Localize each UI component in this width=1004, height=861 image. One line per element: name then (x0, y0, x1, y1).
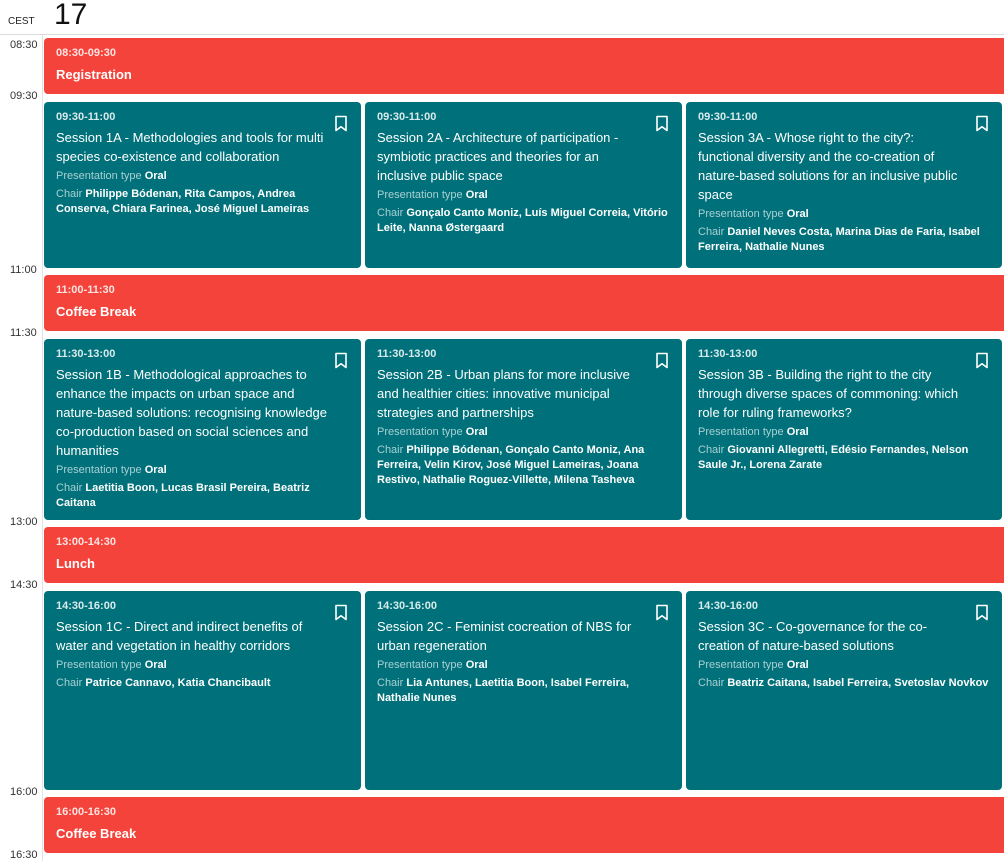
session-title: Session 1C - Direct and indirect benefits of water and vegetation in healthy corridors (56, 619, 303, 653)
chair-names: Lia Antunes, Laetitia Boon, Isabel Ferreira, Nathalie Nunes (377, 677, 630, 704)
session-chair (698, 443, 990, 473)
presentation-type-label: Presentation type (698, 659, 784, 671)
session-chair (698, 676, 990, 691)
presentation-type-label: Presentation type (56, 170, 142, 182)
session-title: Session 3A - Whose right to the city?: functional diversity and the co-creation of nature-based solutions for an inclusive public space (698, 130, 958, 202)
presentation-type-label: Presentation type (698, 426, 784, 438)
event-time: 13:00-14:30 (56, 536, 116, 548)
presentation-type (698, 207, 990, 222)
chair-names: Patrice Cannavo, Katia Chancibault (85, 677, 271, 689)
presentation-type-value: Oral (465, 426, 488, 438)
event-coffee-break[interactable] (44, 797, 1004, 853)
session-time: 11:30-13:00 (698, 348, 758, 360)
presentation-type-value: Oral (144, 464, 167, 476)
bookmark-icon[interactable] (334, 604, 348, 621)
chair-label: Chair (56, 482, 83, 494)
presentation-type-value: Oral (465, 659, 488, 671)
chair-names: Daniel Neves Costa, Marina Dias de Faria, Isabel Ferreira, Nathalie Nunes (698, 226, 980, 253)
event-title: Coffee Break (56, 304, 137, 319)
day-number: 17 (54, 0, 88, 31)
bookmark-icon[interactable] (334, 115, 348, 132)
event-lunch[interactable] (44, 527, 1004, 583)
presentation-type-value: Oral (465, 189, 488, 201)
presentation-type-value: Oral (144, 170, 167, 182)
chair-label: Chair (698, 444, 725, 456)
session-title: Session 1B - Methodological approaches to enhance the impacts on urban space and nature-based solutions: recognising knowledge co-production based on social sciences and humanities (56, 367, 328, 458)
session-time: 09:30-11:00 (56, 111, 116, 123)
session-chair (56, 187, 349, 217)
presentation-type-label: Presentation type (377, 426, 463, 438)
bookmark-icon[interactable] (975, 115, 989, 132)
presentation-type-value: Oral (144, 659, 167, 671)
session-card-2c[interactable] (365, 591, 682, 790)
presentation-type-label: Presentation type (698, 208, 784, 220)
session-title: Session 2B - Urban plans for more inclusive and healthier cities: innovative municipal strategies and partnerships (377, 367, 630, 420)
chair-names: Gonçalo Canto Moniz, Luís Miguel Correia, Vitório Leite, Nanna Østergaard (377, 207, 668, 234)
session-chair (56, 481, 349, 511)
session-card-3c[interactable] (686, 591, 1002, 790)
chair-label: Chair (377, 677, 404, 689)
time-label: 13:00 (10, 516, 38, 528)
presentation-type (56, 463, 349, 478)
calendar-header (0, 0, 1004, 35)
session-time: 14:30-16:00 (377, 600, 437, 612)
chair-names: Giovanni Allegretti, Edésio Fernandes, Nelson Saule Jr., Lorena Zarate (698, 444, 969, 471)
bookmark-icon[interactable] (975, 352, 989, 369)
event-title: Registration (56, 67, 132, 82)
chair-names: Laetitia Boon, Lucas Brasil Pereira, Beatriz Caitana (56, 482, 310, 509)
bookmark-icon[interactable] (655, 604, 669, 621)
presentation-type-value: Oral (786, 208, 809, 220)
event-title: Coffee Break (56, 826, 137, 841)
event-time: 11:00-11:30 (56, 284, 115, 296)
time-label: 14:30 (10, 579, 38, 591)
chair-label: Chair (56, 677, 83, 689)
chair-label: Chair (698, 677, 725, 689)
time-label: 11:30 (10, 327, 37, 339)
presentation-type-value: Oral (786, 659, 809, 671)
session-chair (377, 443, 670, 488)
session-card-1a[interactable] (44, 102, 361, 268)
session-title: Session 2A - Architecture of participation - symbiotic practices and theories for an inclusive public space (377, 130, 619, 183)
presentation-type (377, 425, 670, 440)
chair-names: Philippe Bódenan, Rita Campos, Andrea Conserva, Chiara Farinea, José Miguel Lameiras (56, 188, 310, 215)
session-time: 14:30-16:00 (56, 600, 116, 612)
time-label: 11:00 (10, 264, 37, 276)
presentation-type (698, 658, 990, 673)
session-title: Session 2C - Feminist cocreation of NBS for urban regeneration (377, 619, 632, 653)
event-registration[interactable] (44, 38, 1004, 94)
session-chair (377, 676, 670, 706)
chair-label: Chair (377, 207, 404, 219)
time-label: 08:30 (10, 39, 38, 51)
session-chair (377, 206, 670, 236)
session-chair (698, 225, 990, 255)
session-time: 09:30-11:00 (698, 111, 758, 123)
presentation-type (377, 188, 670, 203)
chair-names: Beatriz Caitana, Isabel Ferreira, Svetoslav Novkov (727, 677, 989, 689)
presentation-type-label: Presentation type (56, 464, 142, 476)
presentation-type-label: Presentation type (56, 659, 142, 671)
session-time: 11:30-13:00 (377, 348, 437, 360)
event-time: 08:30-09:30 (56, 47, 116, 59)
presentation-type (56, 169, 349, 184)
chair-names: Philippe Bódenan, Gonçalo Canto Moniz, Ana Ferreira, Velin Kirov, José Miguel Lameiras, Joana Restivo, Nathalie Roguez-Villette, Milena Tasheva (377, 444, 645, 486)
presentation-type-label: Presentation type (377, 189, 463, 201)
session-card-1c[interactable] (44, 591, 361, 790)
session-card-2a[interactable] (365, 102, 682, 268)
chair-label: Chair (698, 226, 725, 238)
bookmark-icon[interactable] (334, 352, 348, 369)
bookmark-icon[interactable] (655, 115, 669, 132)
event-coffee-break[interactable] (44, 275, 1004, 331)
chair-label: Chair (377, 444, 404, 456)
session-card-2b[interactable] (365, 339, 682, 520)
session-chair (56, 676, 349, 691)
time-label: 16:00 (10, 786, 38, 798)
session-card-3b[interactable] (686, 339, 1002, 520)
time-label: 16:30 (10, 849, 38, 861)
session-title: Session 3B - Building the right to the city through diverse spaces of commoning: which role for ruling frameworks? (698, 367, 959, 420)
session-time: 09:30-11:00 (377, 111, 437, 123)
presentation-type (698, 425, 990, 440)
presentation-type-label: Presentation type (377, 659, 463, 671)
bookmark-icon[interactable] (975, 604, 989, 621)
presentation-type-value: Oral (786, 426, 809, 438)
session-time: 11:30-13:00 (56, 348, 116, 360)
time-label: 09:30 (10, 90, 38, 102)
event-time: 16:00-16:30 (56, 806, 116, 818)
bookmark-icon[interactable] (655, 352, 669, 369)
presentation-type (377, 658, 670, 673)
time-gutter-divider (42, 34, 43, 861)
event-title: Lunch (56, 556, 95, 571)
session-title: Session 3C - Co-governance for the co-creation of nature-based solutions (698, 619, 928, 653)
presentation-type (56, 658, 349, 673)
session-time: 14:30-16:00 (698, 600, 758, 612)
timezone-label: CEST (8, 16, 35, 27)
session-title: Session 1A - Methodologies and tools for multi species co-existence and collaboration (56, 130, 324, 164)
chair-label: Chair (56, 188, 83, 200)
session-card-1b[interactable] (44, 339, 361, 520)
session-card-3a[interactable] (686, 102, 1002, 268)
